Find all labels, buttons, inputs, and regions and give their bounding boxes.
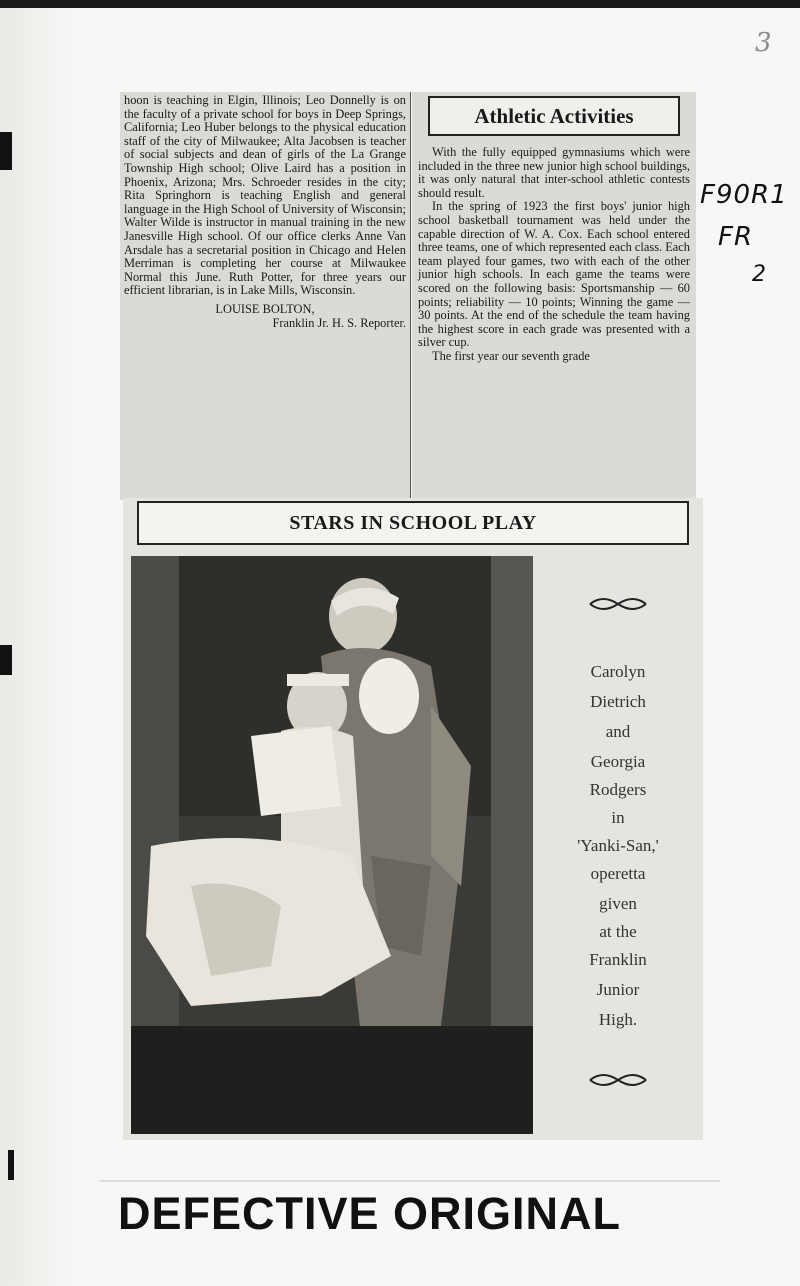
caption-line: High. — [598, 1010, 638, 1029]
caption-line: operetta — [590, 864, 646, 883]
photo-drawing — [131, 556, 533, 1134]
stars-heading: STARS IN SCHOOL PLAY — [137, 501, 689, 545]
caption-line: Franklin — [589, 950, 647, 969]
article-paragraph: With the fully equipped gymnasiums which were included in the three new junior high school buildings, it was only natural that inter-school athletic contests should result. — [418, 145, 690, 200]
handwritten-note: F90R1 — [700, 180, 788, 210]
caption-line: 'Yanki-San,' — [577, 836, 659, 855]
article-paragraph: The first year our seventh grade — [432, 348, 590, 363]
ornament-icon — [588, 594, 648, 614]
caption-line: Carolyn — [590, 662, 646, 681]
caption-line: Rodgers — [589, 780, 647, 799]
caption-line: at the — [599, 922, 637, 941]
caption-line: given — [599, 894, 637, 913]
binding-tab — [8, 1150, 14, 1180]
caption-line: Dietrich — [590, 692, 646, 711]
play-photograph — [131, 556, 533, 1134]
left-column-clipping — [120, 92, 410, 500]
caption-line: and — [605, 722, 631, 741]
article-paragraph: In the spring of 1923 the first boys' junior high school basketball tournament was held under the capable direction of W. A. Cox. Each school entered three teams, one of which represented each class. Each team played four games, two with each of the other junior high schools. In each game the teams were scored on the following basis: Sportsmanship — 60 points; reliability — 10 points; Winning the game — 30 points. At the end of the schedule the team having the highest score in each grade was presented with a silver cup. — [418, 199, 690, 350]
top-edge — [0, 0, 800, 8]
page-number: 3 — [755, 28, 772, 58]
caption-line: Georgia — [590, 752, 646, 771]
signature-name: LOUISE BOLTON, — [215, 301, 315, 316]
athletic-heading: Athletic Activities — [428, 96, 680, 136]
binding-margin — [0, 0, 78, 1286]
signature-title: Franklin Jr. H. S. Reporter. — [272, 315, 406, 330]
caption-line: in — [611, 808, 625, 827]
stars-clipping — [123, 498, 703, 1140]
photo-caption — [543, 558, 693, 1128]
handwritten-note: 2 — [752, 262, 767, 287]
binding-tab — [0, 645, 12, 675]
handwritten-note: FR — [718, 222, 754, 252]
caption-line: Junior — [596, 980, 640, 999]
defective-original-stamp: DEFECTIVE ORIGINAL — [118, 1188, 622, 1239]
divider — [100, 1180, 720, 1182]
right-column-clipping — [412, 92, 696, 500]
left-column-text: hoon is teaching in Elgin, Illinois; Leo Donnelly is on the faculty of a private school for boys in Deep Springs, California; Leo Huber belongs to the physical education staff of the city of Milwaukee; Alta Jacobsen is teacher of social subjects and dean of girls of the La Grange Township High school; Olive Laird has a position in Phoenix, Arizona; Mrs. Schroeder resides in the city; Rita Springhorn is teaching English and general language in the High School of University of Wisconsin; Walter Wilde is instructor in manual training in the new Janesville High school. Of our office clerks Anne Van Arsdale has a secretarial position in Chicago and Helen Merriman is completing her course at Milwaukee Normal this June. Ruth Potter, for three years our efficient librarian, is in Lake Mills, Wisconsin. — [124, 93, 406, 298]
column-divider — [410, 92, 411, 500]
ornament-icon — [588, 1070, 648, 1090]
binding-tab — [0, 132, 12, 170]
